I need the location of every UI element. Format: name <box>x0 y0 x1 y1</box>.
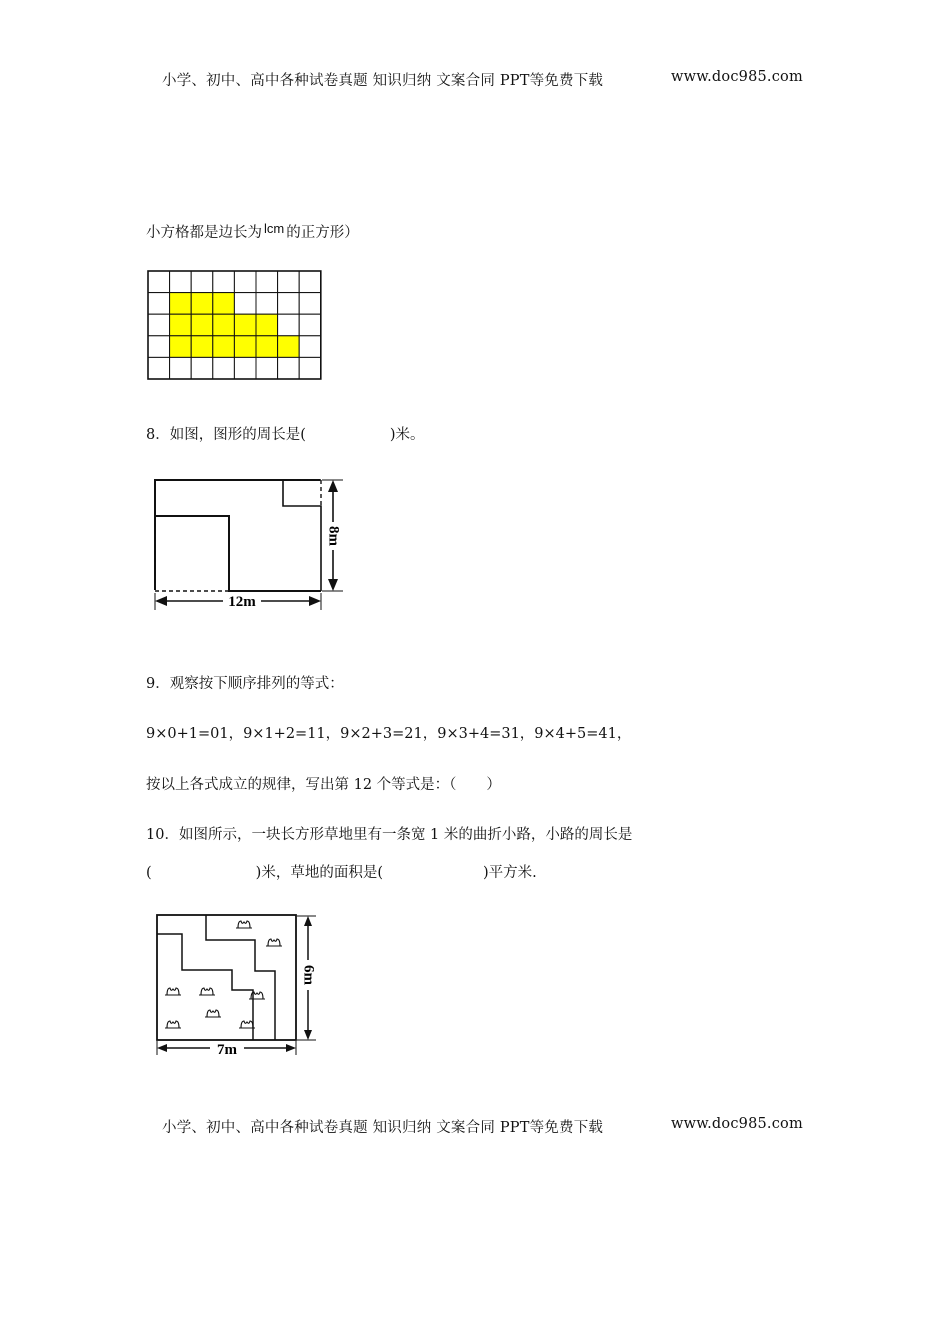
grid-cell <box>278 271 300 293</box>
grid-cell <box>148 293 170 315</box>
q7-unit: lcm <box>264 221 285 236</box>
grid-cell <box>278 293 300 315</box>
grid-cell-shaded <box>170 293 192 315</box>
q10-width-label: 7m <box>217 1042 237 1058</box>
grass-icon <box>165 988 181 995</box>
grid-cell-shaded <box>278 336 300 358</box>
grid-cell <box>299 336 321 358</box>
grid-cell <box>234 357 256 379</box>
q7-caption-before: 小方格都是边长为 <box>146 225 262 241</box>
grid-cell-shaded <box>234 336 256 358</box>
grid-cell <box>299 271 321 293</box>
q10-height-label: 6m <box>300 965 317 985</box>
q9-question-a: 按以上各式成立的规律，写出第 12 个等式是：（ <box>146 777 457 793</box>
footer-url[interactable]: www.doc985.com <box>671 1116 803 1132</box>
q8-height-label: 8m <box>325 526 342 546</box>
page-footer <box>162 1116 803 1137</box>
grid-cell-shaded <box>234 314 256 336</box>
q7-caption-after: 的正方形） <box>286 225 359 241</box>
q8-figure <box>145 470 360 615</box>
grid-cell-shaded <box>191 336 213 358</box>
grid-cell <box>278 314 300 336</box>
q10-path-edge-upper <box>206 915 275 1040</box>
q10-arrow-up <box>304 916 312 926</box>
grid-cell <box>148 271 170 293</box>
grid-cell <box>234 271 256 293</box>
q10-line1: 10．如图所示，一块长方形草地里有一条宽 1 米的曲折小路，小路的周长是 <box>146 827 633 843</box>
q8-stem-a: 8．如图，图形的周长是( <box>146 427 306 443</box>
q8-arrow-up <box>328 480 338 492</box>
q10-line2-a: ( <box>146 865 152 881</box>
grid-cell <box>213 357 235 379</box>
grass-icon <box>249 992 265 999</box>
q9-question-b: ） <box>486 777 501 793</box>
q10-figure <box>148 908 323 1060</box>
q10-line2-b: )米，草地的面积是( <box>255 865 383 881</box>
grass-icon <box>266 939 282 946</box>
q8-inner-step <box>155 516 321 591</box>
grid-cell <box>148 357 170 379</box>
q8-outline-top-left <box>155 480 320 590</box>
grid-cell <box>299 293 321 315</box>
q8-arrow-left <box>155 596 167 606</box>
grass-icon <box>199 988 215 995</box>
q7-caption <box>146 221 359 242</box>
grid-cell-shaded <box>191 293 213 315</box>
grid-cell <box>148 314 170 336</box>
grid-cell <box>170 271 192 293</box>
grid-cell <box>213 271 235 293</box>
grass-icon <box>205 1010 221 1017</box>
q10-arrow-left <box>157 1044 167 1052</box>
grid-cell <box>191 357 213 379</box>
q8-arrow-down <box>328 579 338 591</box>
grid-cell <box>256 357 278 379</box>
grid-cells <box>148 271 321 379</box>
grid-cell <box>299 314 321 336</box>
q8-stem-b: )米。 <box>389 427 425 443</box>
q9-question <box>146 773 501 794</box>
grid-cell-shaded <box>213 336 235 358</box>
grid-cell <box>299 357 321 379</box>
q8-width-label: 12m <box>228 594 256 610</box>
q8-arrow-right <box>309 596 321 606</box>
grid-cell-shaded <box>191 314 213 336</box>
grid-cell <box>278 357 300 379</box>
grass-icon <box>236 921 252 928</box>
grid-cell-shaded <box>256 314 278 336</box>
q10-arrow-right <box>286 1044 296 1052</box>
grid-cell <box>191 271 213 293</box>
q10-line2-c: )平方米. <box>483 865 537 881</box>
header-text: 小学、初中、高中各种试卷真题 知识归纳 文案合同 PPT等免费下载 <box>162 73 604 89</box>
grid-cell-shaded <box>213 293 235 315</box>
grid-cell <box>148 336 170 358</box>
q9-equations: 9×0+1=01，9×1+2=11，9×2+3=21，9×3+4=31，9×4+5=41， <box>146 726 632 742</box>
q7-grid-figure <box>146 269 326 381</box>
q8-notch <box>283 481 321 591</box>
grid-cell-shaded <box>170 314 192 336</box>
grid-cell <box>256 293 278 315</box>
q10-path-edge-lower <box>157 934 253 1040</box>
grid-cell <box>234 293 256 315</box>
grid-cell-shaded <box>213 314 235 336</box>
grid-cell-shaded <box>256 336 278 358</box>
footer-text: 小学、初中、高中各种试卷真题 知识归纳 文案合同 PPT等免费下载 <box>162 1120 604 1136</box>
grid-cell-shaded <box>170 336 192 358</box>
header-url[interactable]: www.doc985.com <box>671 69 803 85</box>
q10-arrow-down <box>304 1030 312 1040</box>
grid-cell <box>170 357 192 379</box>
q10-line2 <box>146 861 537 882</box>
grid-cell <box>256 271 278 293</box>
q9-stem: 9．观察按下顺序排列的等式： <box>146 676 344 692</box>
grass-icon <box>165 1021 181 1028</box>
q8-stem <box>146 423 425 444</box>
page-header <box>162 69 803 90</box>
